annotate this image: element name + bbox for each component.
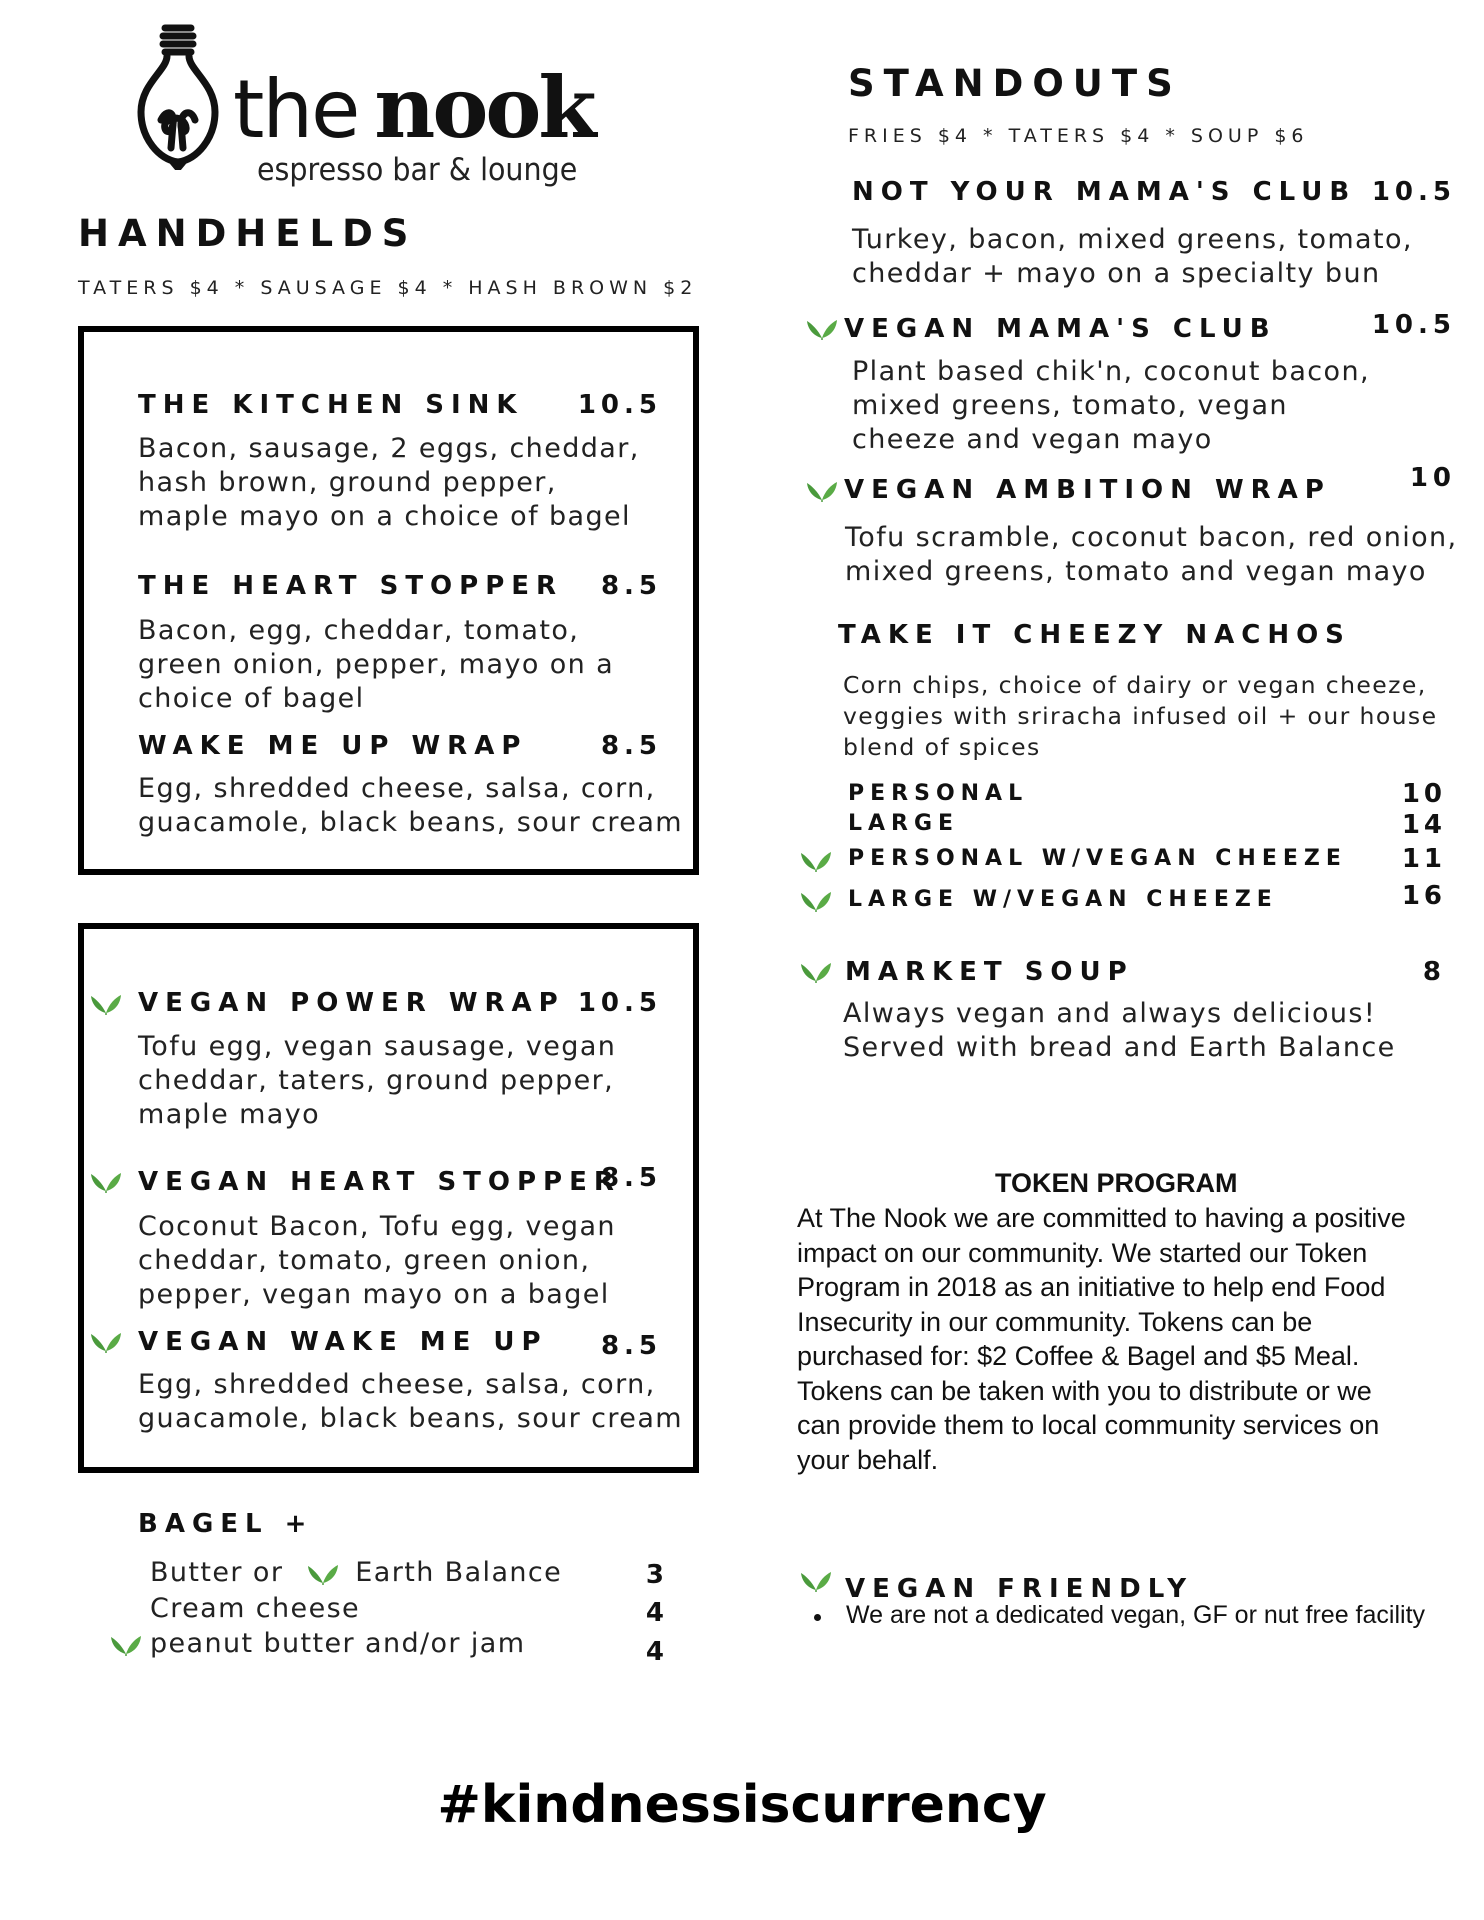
menu-item-description: Bacon, egg, cheddar, tomato, green onion, pepper, mayo on a choice of bagel	[138, 615, 615, 714]
menu-item-price: 8.5	[600, 571, 662, 601]
bagel-option: Butter or Earth Balance	[150, 1557, 563, 1588]
menu-item-description: Plant based chik'n, coconut bacon, mixed greens, tomato, vegan cheeze and vegan mayo	[852, 356, 1370, 455]
menu-item-name: THE KITCHEN SINK	[138, 390, 524, 420]
nacho-size-price: 10	[1401, 779, 1446, 809]
handhelds-sides: TATERS $4 * SAUSAGE $4 * HASH BROWN $2	[78, 277, 698, 299]
standouts-sides: FRIES $4 * TATERS $4 * SOUP $6	[848, 125, 1309, 147]
leaf-icon	[800, 890, 832, 912]
token-title: TOKEN PROGRAM	[995, 1168, 1238, 1198]
logo	[135, 20, 615, 200]
handhelds-title: HANDHELDS	[78, 212, 418, 255]
menu-item-description: Tofu scramble, coconut bacon, red onion, mixed greens, tomato and vegan mayo	[845, 522, 1458, 587]
nacho-size-label: LARGE	[848, 811, 960, 836]
menu-item-description: Egg, shredded cheese, salsa, corn, guacamole, black beans, sour cream	[138, 1369, 683, 1434]
menu-item-description: Bacon, sausage, 2 eggs, cheddar, hash brown, ground pepper, maple mayo on a choice of bagel	[138, 433, 640, 532]
leaf-icon	[90, 1171, 122, 1193]
menu-item-price: 10	[1409, 463, 1456, 493]
leaf-icon	[307, 1563, 339, 1585]
menu-item-description: Always vegan and always delicious! Served with bread and Earth Balance	[843, 998, 1396, 1063]
menu-item-name: THE HEART STOPPER	[138, 571, 564, 601]
menu-item-price: 8.5	[600, 731, 662, 761]
nacho-size-price: 16	[1401, 881, 1446, 911]
menu-item-description: Coconut Bacon, Tofu egg, vegan cheddar, tomato, green onion, pepper, vegan mayo on a bagel	[138, 1211, 616, 1310]
bagel-price: 4	[645, 1637, 669, 1667]
menu-item-name: VEGAN WAKE ME UP	[138, 1327, 548, 1357]
nacho-size-price: 14	[1401, 810, 1446, 840]
nacho-size-price: 11	[1401, 844, 1446, 874]
bagel-option: Cream cheese	[150, 1593, 361, 1624]
leaf-icon	[90, 1331, 122, 1353]
nacho-size-label: PERSONAL W/VEGAN CHEEZE	[848, 846, 1347, 871]
leaf-icon	[800, 1570, 832, 1592]
bagel-title: BAGEL +	[138, 1509, 314, 1539]
menu-item-name: VEGAN MAMA'S CLUB	[844, 314, 1277, 344]
leaf-icon	[806, 480, 838, 502]
menu-item-name: MARKET SOUP	[845, 957, 1134, 987]
token-description: At The Nook we are committed to having a positive impact on our community. We started our Token Program in 2018 as an initiative to help end Food Insecurity in our community. Tokens can be purchased for: $2 Coffee & Bagel and $5 Meal. Tokens can be taken with you to distribute or we can provide them to local community services on your behalf.	[797, 1203, 1406, 1475]
brand-tagline: espresso bar & lounge	[257, 152, 578, 188]
menu-item-price: 8	[1422, 957, 1446, 987]
menu-item-price: 10.5	[1371, 310, 1456, 340]
leaf-icon	[90, 993, 122, 1015]
menu-item-description: Corn chips, choice of dairy or vegan cheeze, veggies with sriracha infused oil + our house blend of spices	[843, 671, 1438, 761]
leaf-icon	[800, 850, 832, 872]
hashtag: #kindnessiscurrency	[437, 1775, 1047, 1835]
lightbulb-icon	[135, 20, 221, 170]
menu-item-description: Turkey, bacon, mixed greens, tomato, cheddar + mayo on a specialty bun	[852, 224, 1413, 289]
bullet-icon	[814, 1614, 821, 1621]
leaf-icon	[110, 1634, 142, 1656]
brand-name-light: the	[233, 63, 359, 156]
leaf-icon	[800, 961, 832, 983]
bagel-price: 4	[645, 1598, 669, 1628]
nacho-size-label: LARGE W/VEGAN CHEEZE	[848, 887, 1278, 912]
vegan-friendly-note: We are not a dedicated vegan, GF or nut free facility	[846, 1601, 1426, 1629]
menu-item-price: 10.5	[1371, 177, 1456, 207]
menu-item-price: 8.5	[600, 1331, 662, 1361]
standouts-title: STANDOUTS	[848, 62, 1182, 105]
menu-item-name: NOT YOUR MAMA'S CLUB	[852, 177, 1357, 207]
nacho-size-label: PERSONAL	[848, 781, 1029, 806]
menu-item-price: 8.5	[600, 1163, 662, 1193]
menu-item-name: VEGAN HEART STOPPER	[138, 1167, 621, 1197]
menu-item-description: Egg, shredded cheese, salsa, corn, guacamole, black beans, sour cream	[138, 773, 683, 838]
menu-item-price: 10.5	[577, 988, 662, 1018]
menu-item-name: VEGAN POWER WRAP	[138, 988, 565, 1018]
menu-item-description: Tofu egg, vegan sausage, vegan cheddar, taters, ground pepper, maple mayo	[138, 1031, 617, 1130]
menu-item-name: VEGAN AMBITION WRAP	[844, 475, 1331, 505]
bagel-price: 3	[645, 1560, 669, 1590]
vegan-friendly-title: VEGAN FRIENDLY	[845, 1574, 1194, 1604]
leaf-icon	[806, 318, 838, 340]
menu-item-name: WAKE ME UP WRAP	[138, 731, 528, 761]
bagel-option: peanut butter and/or jam	[150, 1628, 526, 1659]
menu-item-name: TAKE IT CHEEZY NACHOS	[838, 620, 1351, 650]
brand-name-bold: nook	[374, 58, 594, 157]
menu-item-price: 10.5	[577, 390, 662, 420]
